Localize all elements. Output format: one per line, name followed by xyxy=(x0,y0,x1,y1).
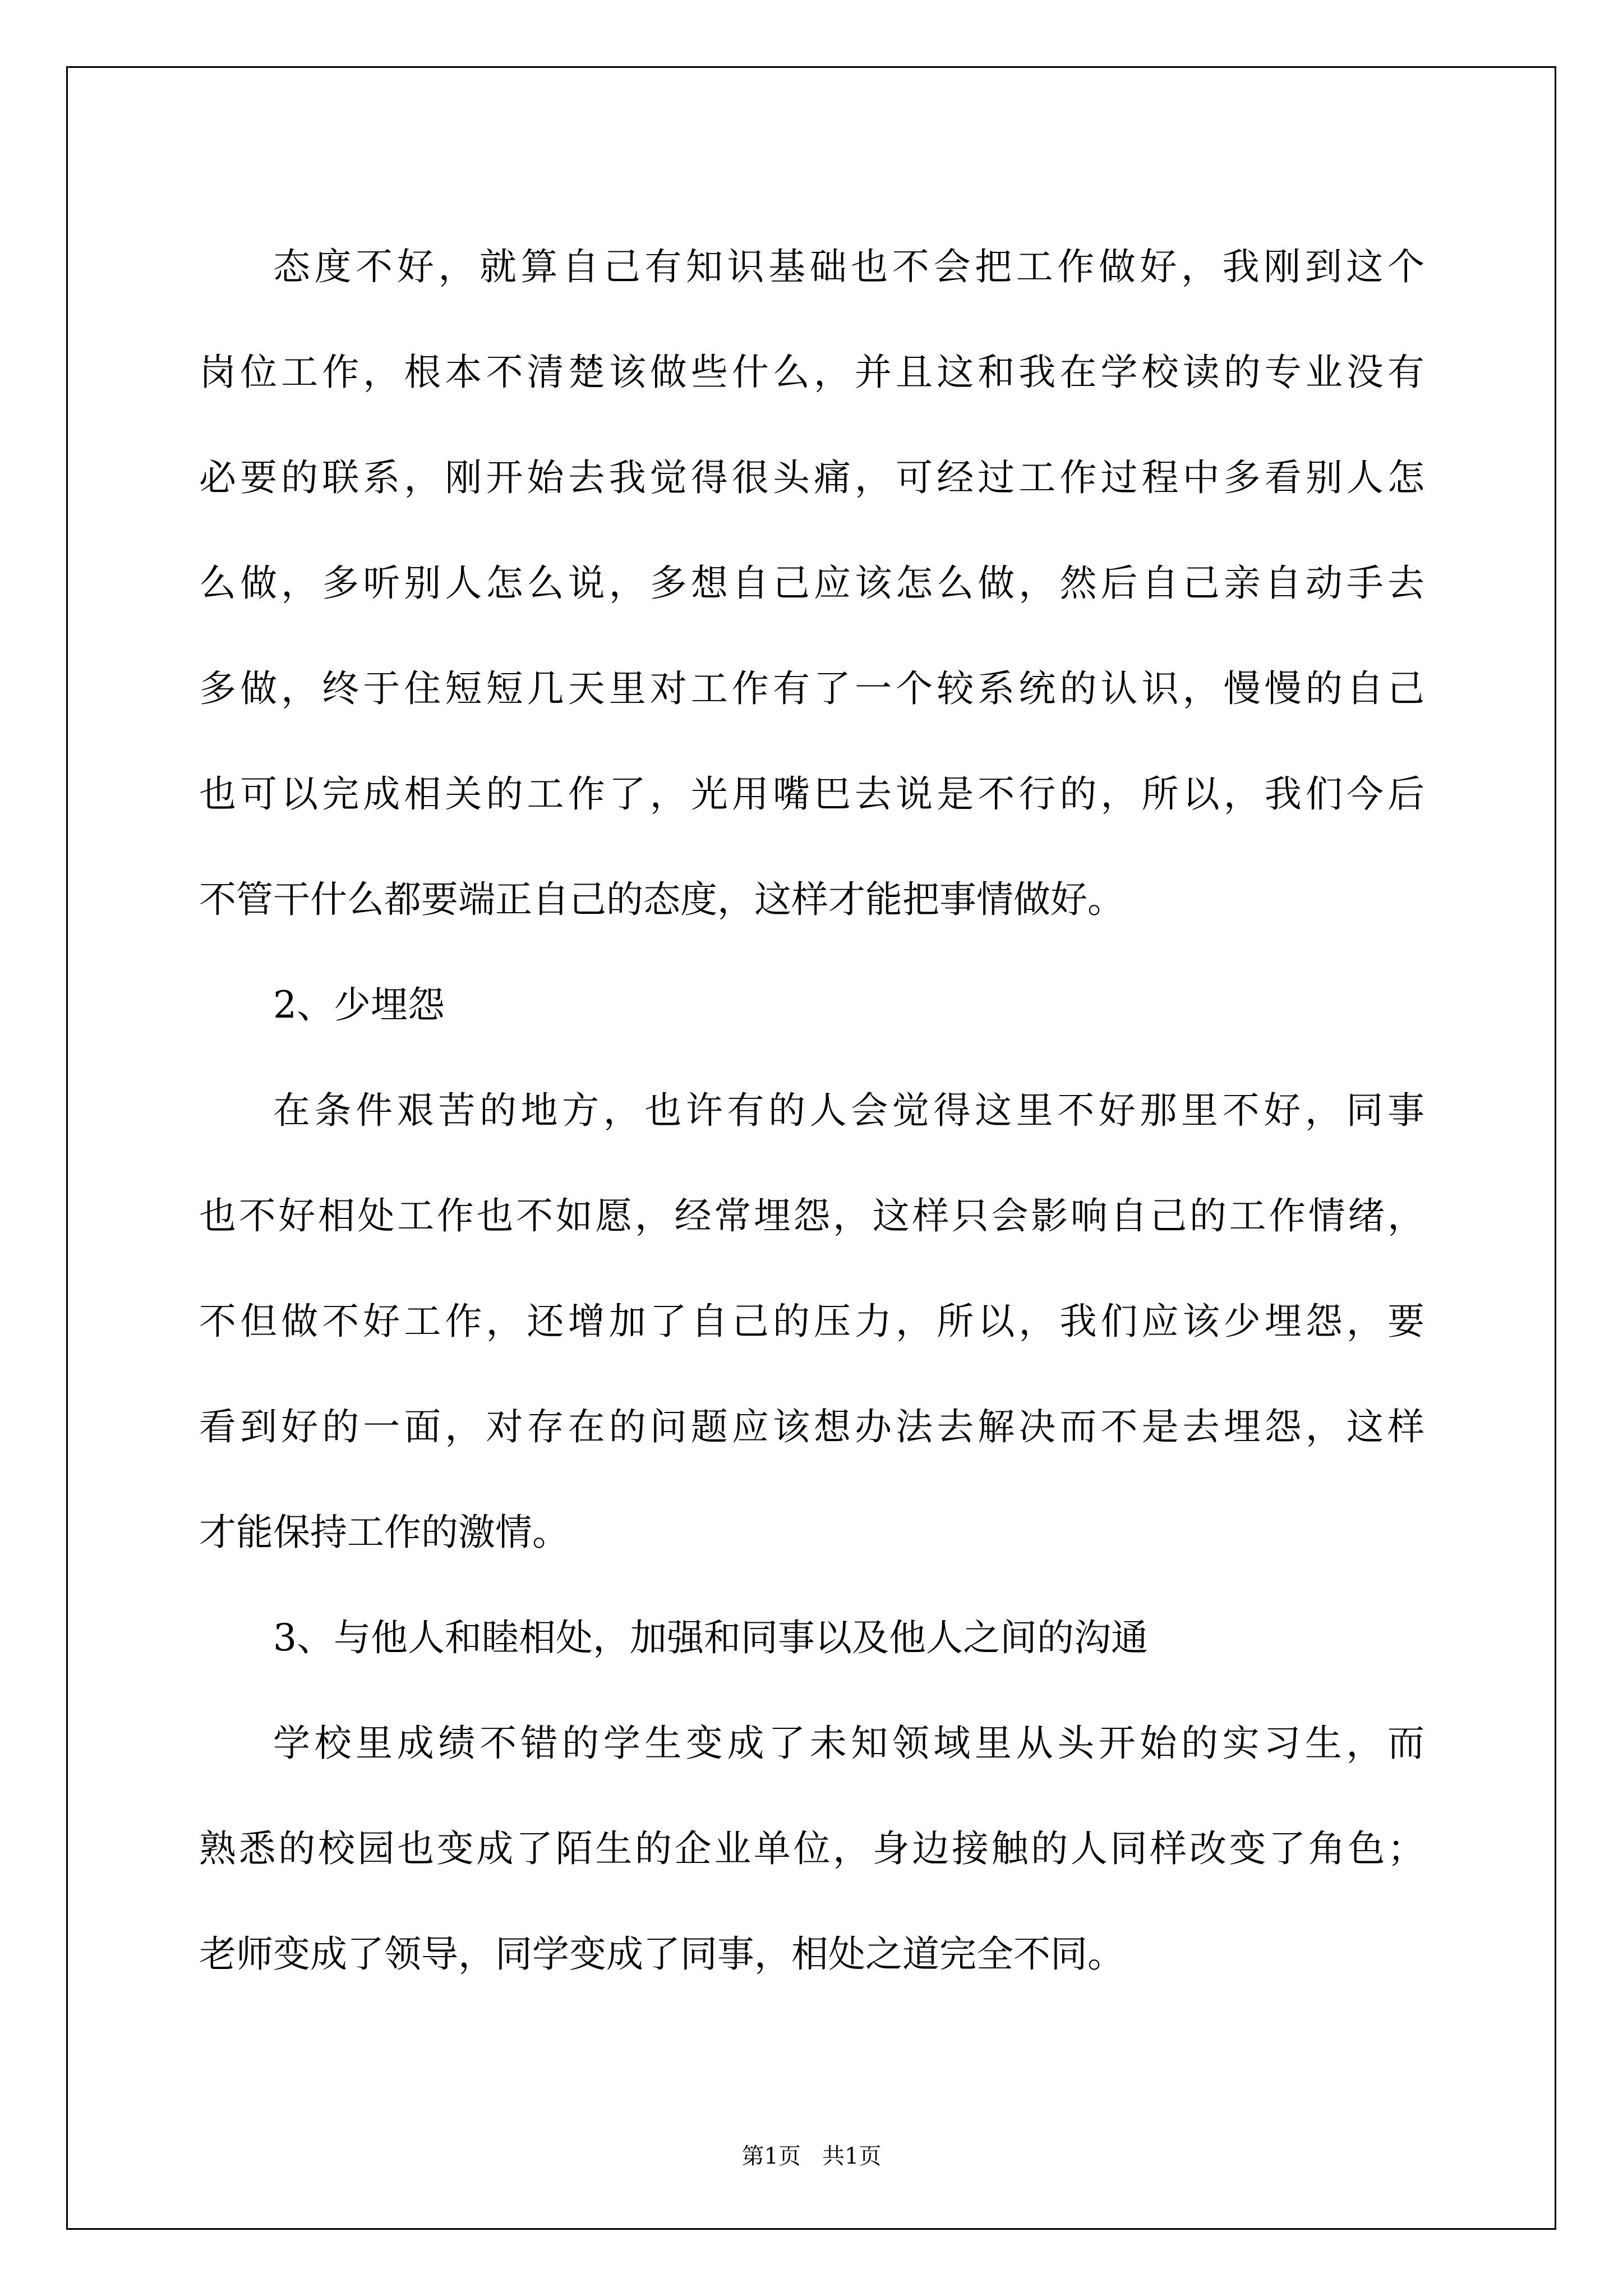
paragraph-line: 不管干什么都要端正自己的态度，这样才能把事情做好。 xyxy=(199,878,1124,921)
paragraph-line: 也可以完成相关的工作了，光用嘴巴去说是不行的，所以，我们今后 xyxy=(199,772,1424,816)
paragraph-line: 么做，多听别人怎么说，多想自己应该怎么做，然后自己亲自动手去 xyxy=(199,562,1424,605)
paragraph-line: 学校里成绩不错的学生变成了未知领域里从头开始的实习生，而 xyxy=(273,1722,1424,1765)
paragraph-line: 老师变成了领导，同学变成了同事，相处之道完全不同。 xyxy=(199,1932,1124,1976)
document-body xyxy=(199,214,1424,2007)
paragraph-line: 熟悉的校园也变成了陌生的企业单位，身边接触的人同样改变了角色； xyxy=(199,1827,1424,1870)
paragraph-line: 岗位工作，根本不清楚该做些什么，并且这和我在学校读的专业没有 xyxy=(199,351,1424,394)
page-number-footer: 第1页 共1页 xyxy=(741,2143,882,2169)
paragraph-line: 必要的联系，刚开始去我觉得很头痛，可经过工作过程中多看别人怎 xyxy=(199,456,1424,499)
section-heading: 3、与他人和睦相处，加强和同事以及他人之间的沟通 xyxy=(273,1616,1148,1659)
paragraph-line: 也不好相处工作也不如愿，经常埋怨，这样只会影响自己的工作情绪， xyxy=(199,1194,1424,1237)
paragraph-line: 看到好的一面，对存在的问题应该想办法去解决而不是去埋怨，这样 xyxy=(199,1405,1424,1448)
paragraph-line: 才能保持工作的激情。 xyxy=(199,1511,569,1554)
paragraph-line: 不但做不好工作，还增加了自己的压力，所以，我们应该少埋怨，要 xyxy=(199,1300,1424,1343)
paragraph-line: 态度不好，就算自己有知识基础也不会把工作做好，我刚到这个 xyxy=(273,245,1424,288)
paragraph-line: 在条件艰苦的地方，也许有的人会觉得这里不好那里不好，同事 xyxy=(273,1089,1424,1132)
section-heading: 2、少埋怨 xyxy=(273,983,445,1027)
paragraph-line: 多做，终于住短短几天里对工作有了一个较系统的认识，慢慢的自己 xyxy=(199,667,1424,710)
